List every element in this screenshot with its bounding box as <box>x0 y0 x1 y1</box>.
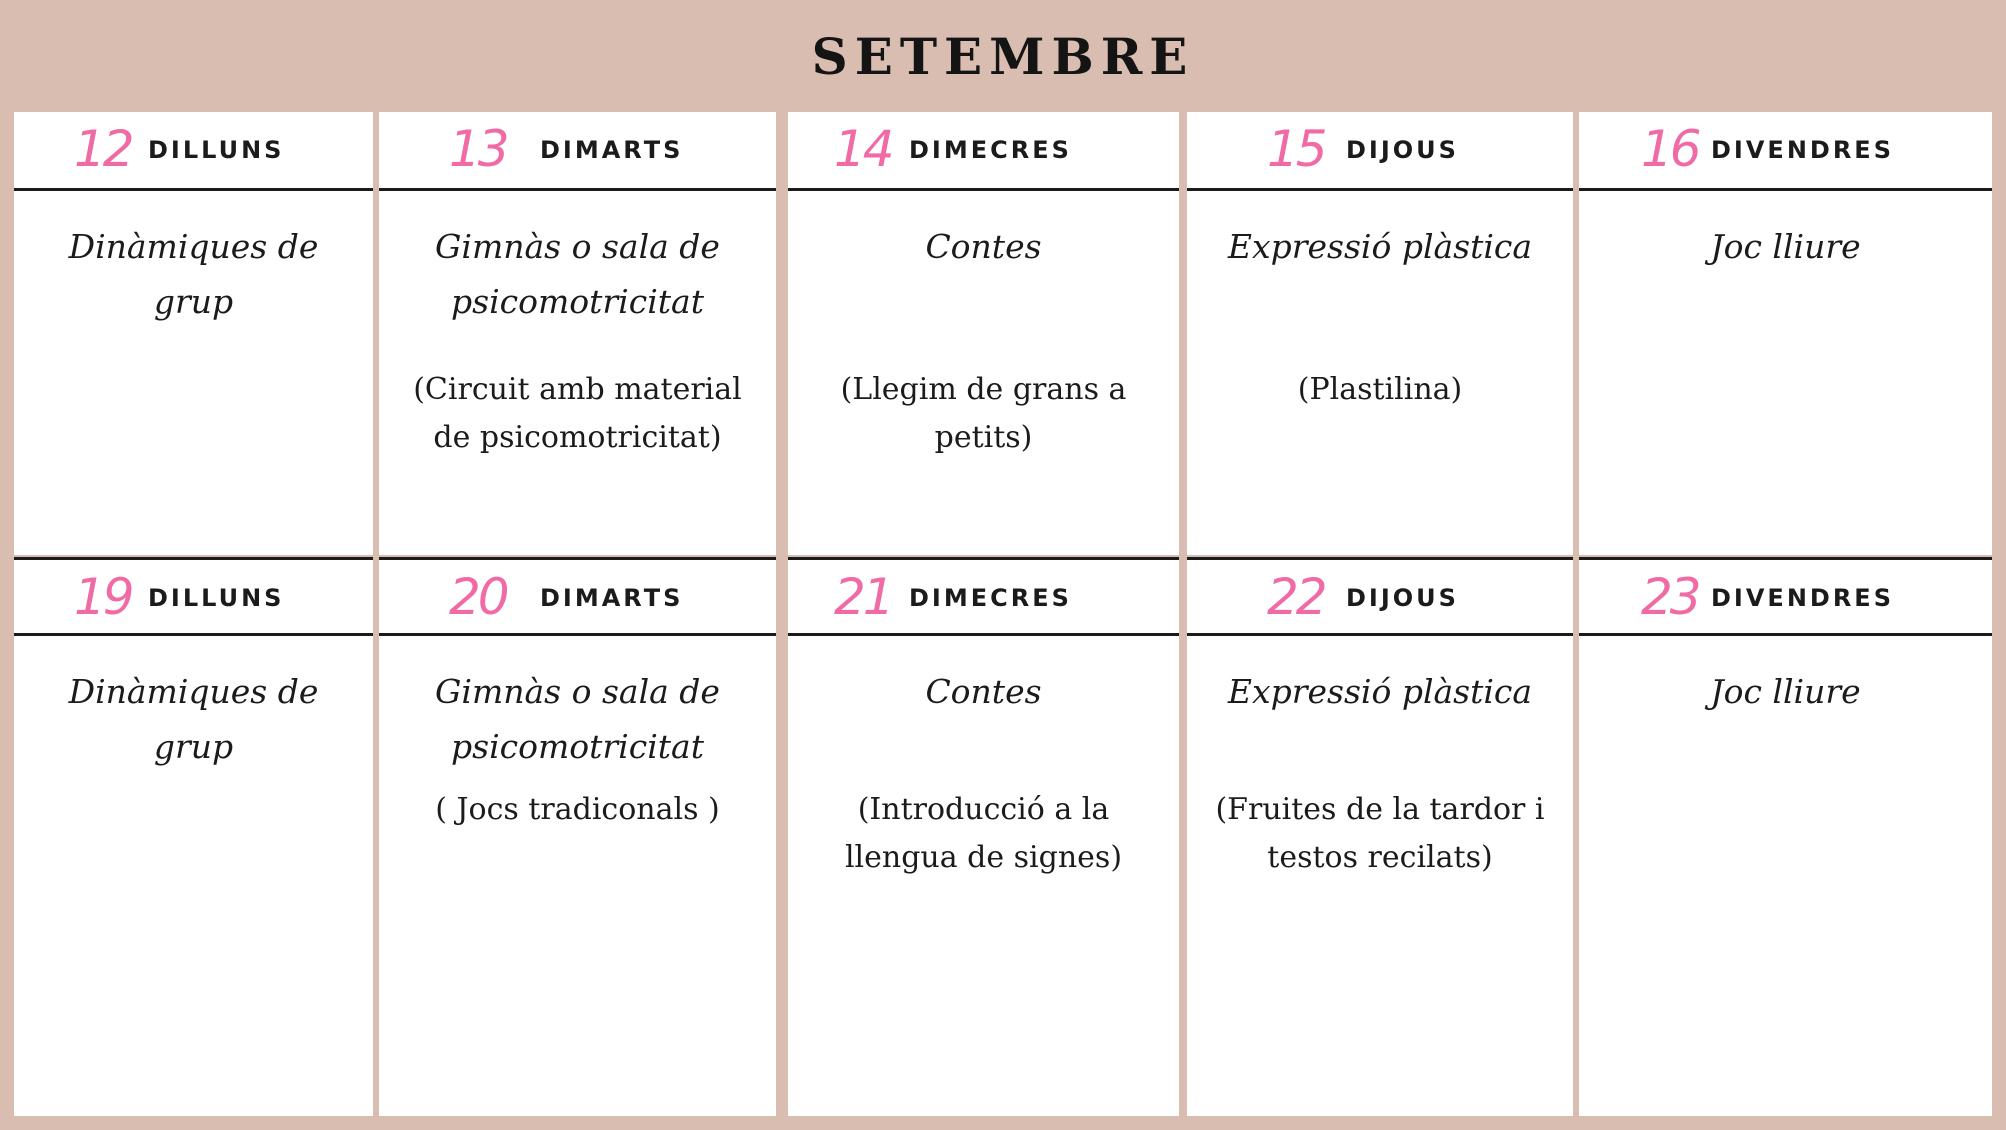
activity-title: Gimnàs o sala de psicomotricitat <box>435 227 720 321</box>
activity-title: Joc lliure <box>1710 227 1861 266</box>
day-number: 21 <box>834 568 892 626</box>
day-header <box>14 557 373 636</box>
day-content <box>379 636 776 1116</box>
day-cell <box>14 557 373 1116</box>
day-header <box>14 112 373 191</box>
day-number: 14 <box>834 120 892 178</box>
day-name: DIVENDRES <box>1711 584 1894 612</box>
day-name: DIMECRES <box>909 584 1072 612</box>
day-name: DIMARTS <box>540 584 684 612</box>
day-content <box>1187 636 1573 1116</box>
day-content <box>788 191 1179 555</box>
day-header <box>379 112 776 191</box>
day-cell <box>1579 557 1992 1116</box>
week-1 <box>14 112 1992 555</box>
day-content <box>1579 636 1992 1116</box>
day-cell <box>788 112 1179 555</box>
day-name: DIJOUS <box>1346 584 1459 612</box>
day-content <box>14 191 373 555</box>
day-number: 20 <box>449 568 507 626</box>
day-header <box>1187 112 1573 191</box>
activity-title: Contes <box>925 227 1042 266</box>
day-number: 19 <box>74 568 132 626</box>
activity-detail: ( Jocs tradiconals ) <box>435 792 720 827</box>
day-content <box>1579 191 1992 555</box>
day-cell <box>379 557 776 1116</box>
day-content <box>1187 191 1573 555</box>
day-number: 16 <box>1641 120 1699 178</box>
day-number: 15 <box>1267 120 1325 178</box>
activity-detail: (Llegim de grans a petits) <box>840 372 1127 455</box>
day-name: DIMECRES <box>909 136 1072 164</box>
day-header <box>1579 112 1992 191</box>
day-number: 22 <box>1267 568 1325 626</box>
day-number: 12 <box>74 120 132 178</box>
activity-detail: (Fruites de la tardor i testos recilats) <box>1215 792 1545 875</box>
day-content <box>14 636 373 1116</box>
day-name: DIJOUS <box>1346 136 1459 164</box>
activity-title: Gimnàs o sala de psicomotricitat <box>435 672 720 766</box>
day-number: 23 <box>1641 568 1699 626</box>
day-header <box>788 112 1179 191</box>
activity-detail: (Circuit amb material de psicomotricitat) <box>413 372 742 455</box>
day-number: 13 <box>449 120 507 178</box>
day-cell <box>1579 112 1992 555</box>
day-header <box>379 557 776 636</box>
week-2 <box>14 557 1992 1116</box>
day-cell <box>1187 557 1573 1116</box>
activity-title: Dinàmiques de grup <box>68 227 319 321</box>
day-content <box>788 636 1179 1116</box>
day-header <box>1187 557 1573 636</box>
activity-title: Contes <box>925 672 1042 711</box>
day-content <box>379 191 776 555</box>
day-cell <box>14 112 373 555</box>
day-header <box>1579 557 1992 636</box>
day-header <box>788 557 1179 636</box>
day-name: DIVENDRES <box>1711 136 1894 164</box>
day-cell <box>788 557 1179 1116</box>
activity-title: Joc lliure <box>1710 672 1861 711</box>
activity-title: Expressió plàstica <box>1227 227 1533 266</box>
activity-title: Expressió plàstica <box>1227 672 1533 711</box>
day-name: DILLUNS <box>148 136 285 164</box>
day-cell <box>1187 112 1573 555</box>
day-cell <box>379 112 776 555</box>
day-name: DIMARTS <box>540 136 684 164</box>
activity-detail: (Introducció a la llengua de signes) <box>844 792 1123 875</box>
activity-title: Dinàmiques de grup <box>68 672 319 766</box>
day-name: DILLUNS <box>148 584 285 612</box>
month-title: SETEMBRE <box>811 26 1195 86</box>
activity-detail: (Plastilina) <box>1297 372 1463 407</box>
